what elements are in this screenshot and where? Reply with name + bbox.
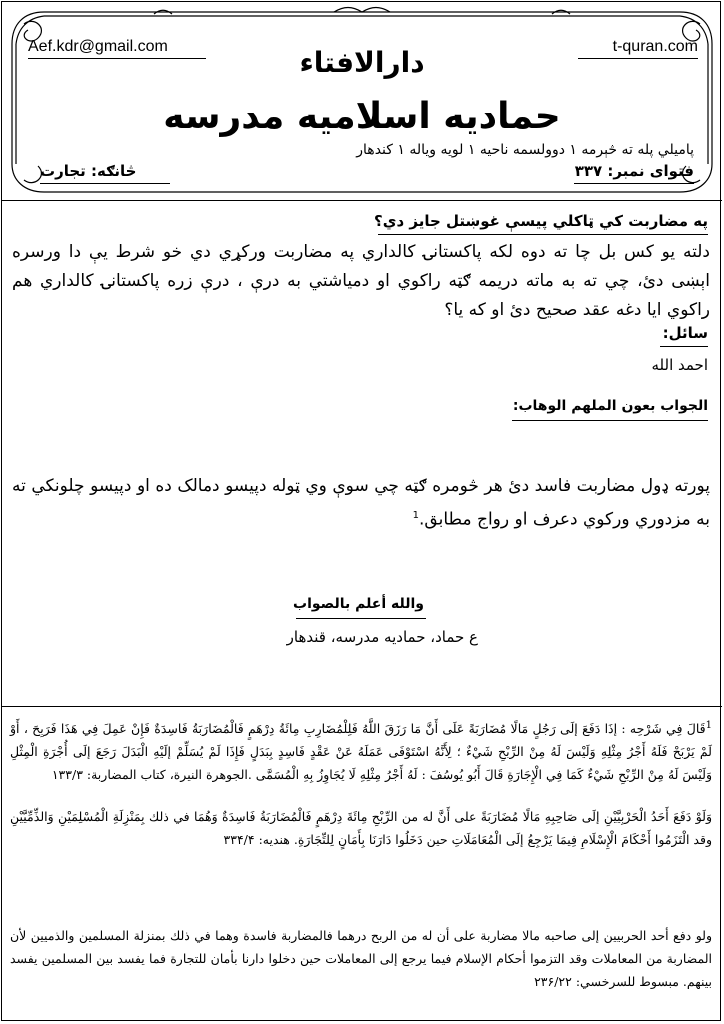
signature: ع حماد، حمادیه مدرسه، قندهار xyxy=(286,628,478,646)
footnote-1 xyxy=(10,714,712,786)
closing-phrase: والله أعلم بالصواب xyxy=(293,596,424,612)
answer-label: الجواب بعون الملهم الوهاب: xyxy=(512,398,708,414)
footnote-3: ولو دفع أحد الحربيين إلى صاحبه مالا مضاربة على أن له من الربح درهما فالمضاربة فاسدة وهما في ذلك بمنزلة المسلمين والذميين لأن المضاربة من المعاملات وقد التزموا أحكام الإسلام فيما يرجع إلى المعاملات حين دخلوا دارنا بأمان للتجارة فما يفسد بين المسلمين يفسد بينهم. مبسوط للسرخسي: ۲۳۶/۲۲ xyxy=(10,928,712,989)
footnote-1-text: قَالَ فِي شَرْحِه : إذَا دَفَعَ إلَى رَجُلٍ مَالًا مُضَارَبَةً عَلَى أَنَّ مَا رَزَقَ اللَّهُ فَلِلْمُضَارِبِ مِائَةُ دِرْهَمٍ فَالْمُضَارَبَةُ فَاسِدَةٌ فَإِنْ عَمِلَ فِي هَذَا فَرَبِحَ ، أَوْ لَمْ يَرْبَحْ فَلَهُ أَجْرُ مِثْلِهِ وَلَيْسَ لَهُ مِنْ الرِّبْحِ شَيْءٌ ؛ لِأَنَّهُ اسْتَوْفَى عَمَلَهُ عَنْ عَقْدٍ فَاسِدٍ بِبَدَلٍ فَإِذَا لَمْ يُسَلِّمْ إلَيْهِ الْبَدَلَ رَجَعَ إلَى أُجْرَةِ الْمِثْلِ وَلَيْسَ لَهُ مِنْ الرِّبْحِ شَيْءٌ كَمَا فِي الْإِجَارَةِ قَالَ أَبُو يُوسُفَ : لَهُ أَجْرُ مِثْلِهِ لَا يُجَاوِزُ بِهِ الْمُسَمَّى .الجوهرة النيرة، كتاب المضاربة: ۱۳۳/۳ xyxy=(10,721,712,783)
answer-label-underline xyxy=(512,420,708,421)
answer-body-text: پورته ډول مضاربت فاسد دئ هر څومره ګټه چي سوې وي ټوله دپیسو دمالک ده او دپیسو چلونکي ته به مزدوري ورکوي دعرف او رواج مطابق. xyxy=(12,476,710,530)
section-underline xyxy=(40,183,170,184)
footnote-divider xyxy=(2,706,722,707)
question-title-underline xyxy=(378,234,708,235)
answer-body xyxy=(12,472,710,535)
title-madrasa: حمادیه اسلامیه مدرسه xyxy=(163,96,561,137)
fatwa-number: فتوای نمبر: ۳۳۷ xyxy=(574,162,694,180)
fatwa-number-underline xyxy=(574,183,694,184)
footnote-mark: 1 xyxy=(705,720,712,731)
website-text: t-quran.com xyxy=(612,38,698,55)
asker-label: سائل: xyxy=(662,324,708,342)
header-divider xyxy=(2,200,722,201)
asker-underline xyxy=(660,346,708,347)
question-body: دلته یو کس بل چا ته دوه لکه پاکستانۍ کالداري په مضاربت ورکړي دي خو شرط یې دا ورسره اېښی دئ، چي ته به ماته دریمه ګټه راکوي او دمیاشتي به درې ، درې زره پاکستانۍ کالداري هم راکوي ایا دغه عقد صحیح دئ او که یا؟ xyxy=(12,242,710,320)
email-text: Aef.kdr@gmail.com xyxy=(28,38,168,55)
section-label: څانګه: تجارت xyxy=(40,162,137,180)
closing-underline xyxy=(296,618,426,619)
answer-footnote-mark: 1 xyxy=(412,510,420,521)
asker-name: احمد الله xyxy=(651,356,708,374)
title-dar-ul-ifta: دارالافتاء xyxy=(299,46,425,79)
footnote-2: وَلَوْ دَفَعَ أَحَدُ الْحَرْبِيَّيْنِ إلَى صَاحِبِهِ مَالًا مُضَارَبَةً على أَنَّ له من الرِّبْحِ مِائَةَ دِرْهَمٍ فَالْمُضَارَبَةُ فَاسِدَةٌ وَهُمَا في ذلك بِمَنْزِلَةِ الْمُسْلِمَيْنِ وَالذِّمِّيَّيْنِ وقد الْتَزَمُوا أَحْكَامَ الْإِسْلَامِ فِيمَا يَرْجِعُ إلَى الْمُعَامَلَاتِ حين دَخَلُوا دَارَنَا بِأَمَانٍ لِلتِّجَارَةِ. هنديه: ۳۳۴/۴ xyxy=(10,809,712,847)
question-title: په مضاربت کي ټاکلي پیسې غوښتل جایز دي؟ xyxy=(374,212,708,230)
address-line: پامیلي پله ته څېرمه ۱ دوولسمه ناحیه ۱ لویه ویاله ۱ کندهار xyxy=(356,142,694,158)
